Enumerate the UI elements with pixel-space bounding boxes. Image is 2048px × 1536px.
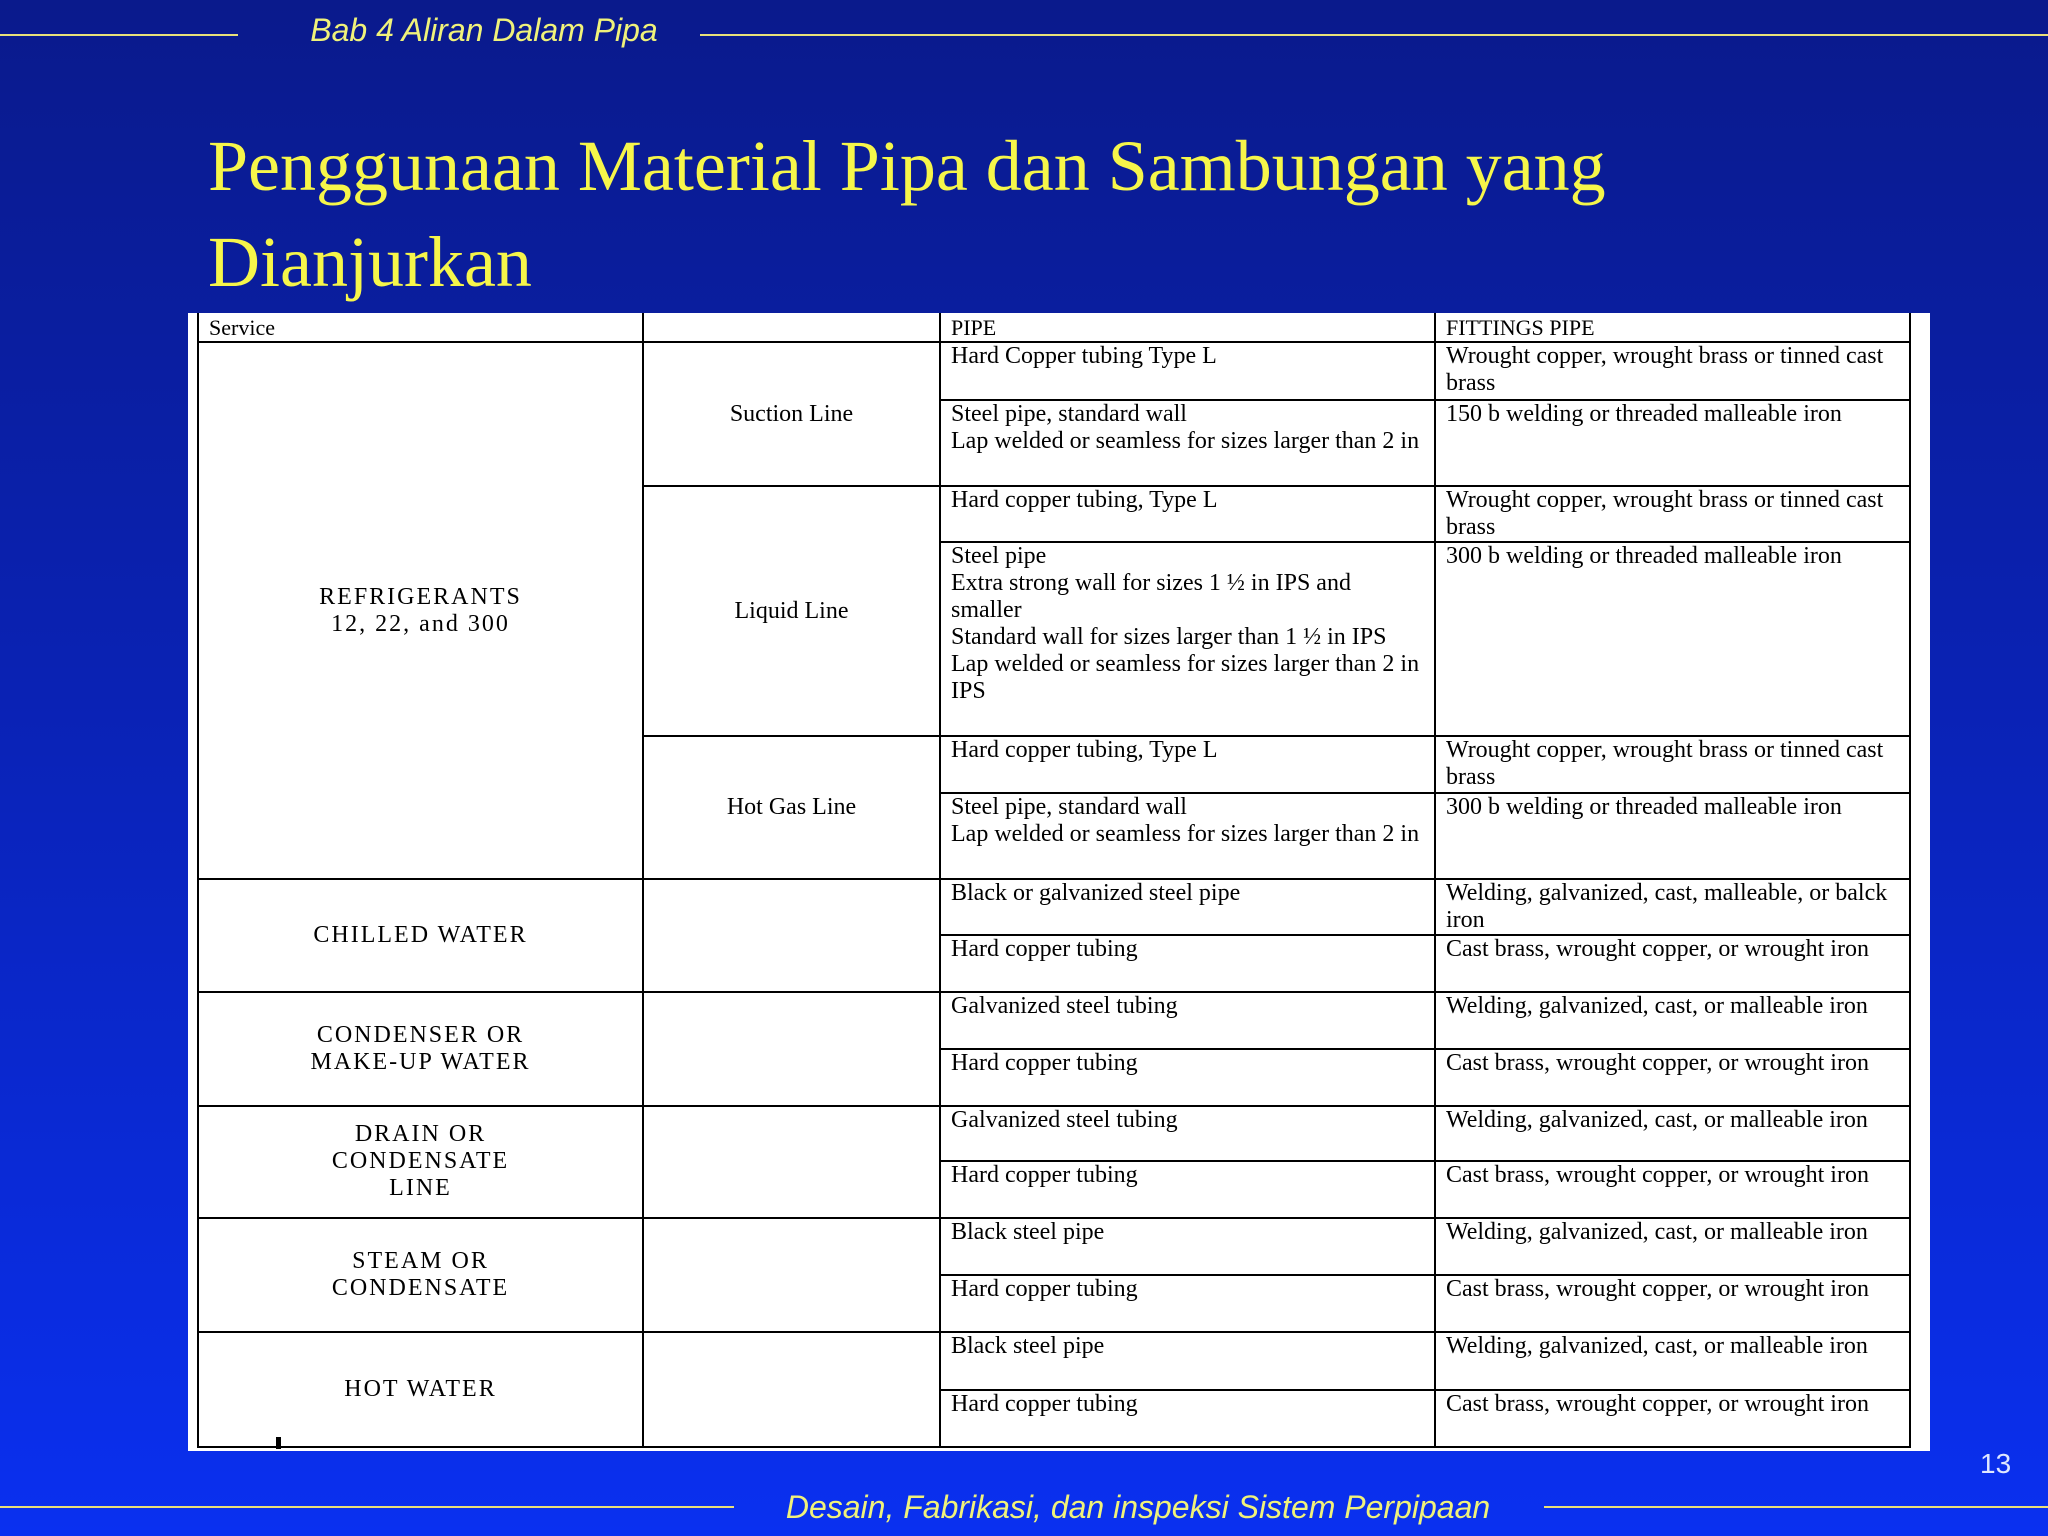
- table-row: [198, 1332, 1910, 1389]
- pipe-cell: Black steel pipe: [940, 1218, 1435, 1275]
- page-number: 13: [1980, 1448, 2012, 1479]
- footer-rule-right: [1544, 1506, 2048, 1508]
- fittings-cell: Welding, galvanized, cast, or malleable iron: [1435, 1106, 1910, 1161]
- fittings-cell: 300 b welding or threaded malleable iron: [1435, 793, 1910, 879]
- fittings-cell: Welding, galvanized, cast, or malleable iron: [1435, 1218, 1910, 1275]
- fittings-cell: Cast brass, wrought copper, or wrought iron: [1435, 1390, 1910, 1447]
- service-condenser-water: CONDENSER OR MAKE-UP WATER: [198, 992, 643, 1107]
- pipe-cell: Hard copper tubing: [940, 935, 1435, 991]
- fittings-cell: 300 b welding or threaded malleable iron: [1435, 542, 1910, 736]
- pipe-material-table: [197, 313, 1911, 1448]
- pipe-cell: Hard copper tubing: [940, 1161, 1435, 1217]
- header-rule-right: [700, 34, 2048, 36]
- pipe-cell: Steel pipe, standard wall Lap welded or seamless for sizes larger than 2 in: [940, 793, 1435, 879]
- service-chilled-water: CHILLED WATER: [198, 879, 643, 992]
- fittings-cell: 150 b welding or threaded malleable iron: [1435, 400, 1910, 486]
- pipe-cell: Hard Copper tubing Type L: [940, 342, 1435, 399]
- fittings-cell: Cast brass, wrought copper, or wrought iron: [1435, 1161, 1910, 1217]
- service-drain-condensate: DRAIN OR CONDENSATE LINE: [198, 1106, 643, 1218]
- fittings-cell: Cast brass, wrought copper, or wrought iron: [1435, 1049, 1910, 1106]
- footer-text: Desain, Fabrikasi, dan inspeksi Sistem Perpipaan: [785, 1489, 1491, 1525]
- fittings-cell: Wrought copper, wrought brass or tinned cast brass: [1435, 736, 1910, 792]
- table-row: [198, 342, 1910, 399]
- line-liquid: Liquid Line: [643, 486, 940, 736]
- pipe-cell: Black steel pipe: [940, 1332, 1435, 1389]
- fittings-cell: Cast brass, wrought copper, or wrought iron: [1435, 1275, 1910, 1332]
- header-service: Service: [198, 313, 643, 342]
- pipe-cell: Hard copper tubing: [940, 1390, 1435, 1447]
- table-row: [198, 1106, 1910, 1161]
- line-empty: [643, 1106, 940, 1218]
- pipe-cell: Galvanized steel tubing: [940, 1106, 1435, 1161]
- service-hot-water: HOT WATER: [198, 1332, 643, 1447]
- header-line: [643, 313, 940, 342]
- line-empty: [643, 992, 940, 1107]
- fittings-cell: Welding, galvanized, cast, or malleable iron: [1435, 1332, 1910, 1389]
- fittings-cell: Wrought copper, wrought brass or tinned cast brass: [1435, 342, 1910, 399]
- slide-title: Penggunaan Material Pipa dan Sambungan yang Dianjurkan: [208, 126, 1606, 302]
- pipe-cell: Hard copper tubing, Type L: [940, 736, 1435, 792]
- fittings-cell: Welding, galvanized, cast, or malleable iron: [1435, 992, 1910, 1049]
- pipe-cell: Steel pipe, standard wall Lap welded or seamless for sizes larger than 2 in: [940, 400, 1435, 486]
- header-rule-left: [0, 34, 238, 36]
- pipe-cell: Hard copper tubing: [940, 1275, 1435, 1332]
- line-empty: [643, 879, 940, 992]
- service-steam-condensate: STEAM OR CONDENSATE: [198, 1218, 643, 1333]
- service-refrigerants: REFRIGERANTS 12, 22, and 300: [198, 342, 643, 879]
- table-row: [198, 879, 1910, 935]
- pipe-cell: Hard copper tubing: [940, 1049, 1435, 1106]
- pipe-cell: Hard copper tubing, Type L: [940, 486, 1435, 542]
- table-tick-mark: [276, 1437, 281, 1449]
- pipe-cell: Galvanized steel tubing: [940, 992, 1435, 1049]
- line-empty: [643, 1218, 940, 1333]
- table-row: [198, 1218, 1910, 1275]
- chapter-header: Bab 4 Aliran Dalam Pipa: [310, 12, 658, 48]
- header-fittings: FITTINGS PIPE: [1435, 313, 1910, 342]
- material-table-figure: [188, 313, 1930, 1451]
- pipe-cell: Black or galvanized steel pipe: [940, 879, 1435, 935]
- fittings-cell: Wrought copper, wrought brass or tinned cast brass: [1435, 486, 1910, 542]
- fittings-cell: Welding, galvanized, cast, malleable, or balck iron: [1435, 879, 1910, 935]
- fittings-cell: Cast brass, wrought copper, or wrought iron: [1435, 935, 1910, 991]
- table-header-row: [198, 313, 1910, 342]
- table-row: [198, 992, 1910, 1049]
- line-suction: Suction Line: [643, 342, 940, 486]
- footer-rule-left: [0, 1506, 734, 1508]
- line-hot-gas: Hot Gas Line: [643, 736, 940, 879]
- header-pipe: PIPE: [940, 313, 1435, 342]
- line-empty: [643, 1332, 940, 1447]
- pipe-cell: Steel pipe Extra strong wall for sizes 1 ½ in IPS and smaller Standard wall for sizes larger than 1 ½ in IPS Lap welded or seamless for sizes larger than 2 in IPS: [940, 542, 1435, 736]
